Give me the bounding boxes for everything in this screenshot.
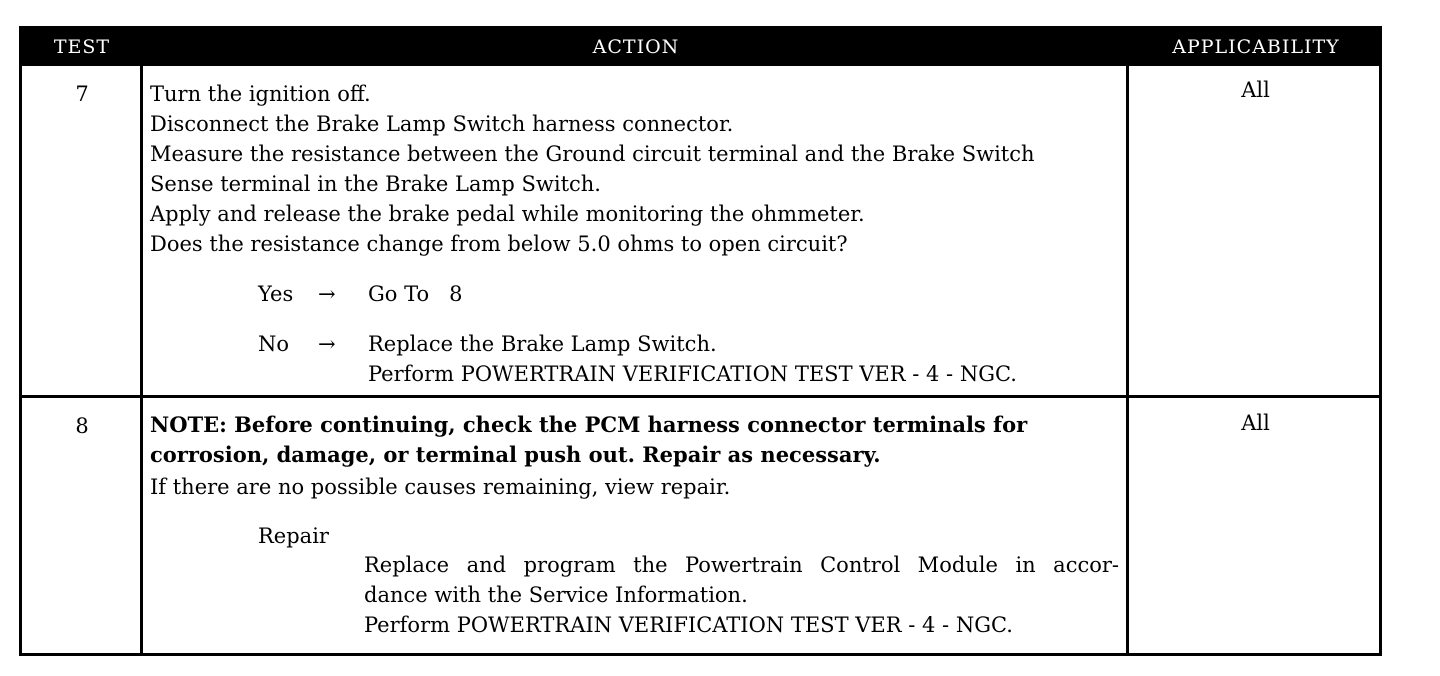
yes-label: Yes (258, 282, 294, 306)
repair-line: Replace and program the Powertrain Control Module in accor- (364, 553, 1119, 577)
action-line: Sense terminal in the Brake Lamp Switch. (150, 172, 601, 196)
header-applicability: APPLICABILITY (1172, 36, 1340, 58)
action-line: Apply and release the brake pedal while monitoring the ohmmeter. (150, 202, 865, 226)
note-line: corrosion, damage, or terminal push out. Repair as necessary. (150, 442, 881, 467)
table-header (22, 29, 1379, 66)
row-divider (22, 395, 1379, 398)
row-8-applicability: All (1241, 411, 1270, 435)
yes-goto-link[interactable]: Go To 8 (368, 282, 463, 306)
action-line: Measure the resistance between the Ground circuit terminal and the Brake Switch (150, 142, 1035, 166)
column-divider (1126, 66, 1129, 653)
repair-line: dance with the Service Information. (364, 583, 748, 607)
action-line: Turn the ignition off. (150, 82, 371, 106)
no-arrow-icon: → (318, 332, 336, 356)
repair-label: Repair (258, 524, 329, 548)
note-line: NOTE: Before continuing, check the PCM harness connector terminals for (150, 412, 1028, 437)
action-line: Disconnect the Brake Lamp Switch harness connector. (150, 112, 734, 136)
procedure-table (19, 26, 1382, 656)
yes-arrow-icon: → (318, 282, 336, 306)
no-action-text: Replace the Brake Lamp Switch. (368, 332, 717, 356)
action-line: Does the resistance change from below 5.0 ohms to open circuit? (150, 232, 848, 256)
column-divider (140, 66, 143, 653)
row-7-action (150, 79, 1125, 259)
header-action: ACTION (592, 36, 680, 58)
no-label: No (258, 332, 290, 356)
row-7-test-number: 7 (75, 82, 89, 106)
action-line: If there are no possible causes remaining, view repair. (150, 475, 731, 499)
header-test: TEST (53, 36, 111, 58)
repair-verification-text: Perform POWERTRAIN VERIFICATION TEST VER - 4 - NGC. (364, 613, 1013, 637)
no-verification-text: Perform POWERTRAIN VERIFICATION TEST VER - 4 - NGC. (368, 362, 1017, 386)
row-8-test-number: 8 (75, 414, 89, 438)
row-7-applicability: All (1241, 78, 1270, 102)
